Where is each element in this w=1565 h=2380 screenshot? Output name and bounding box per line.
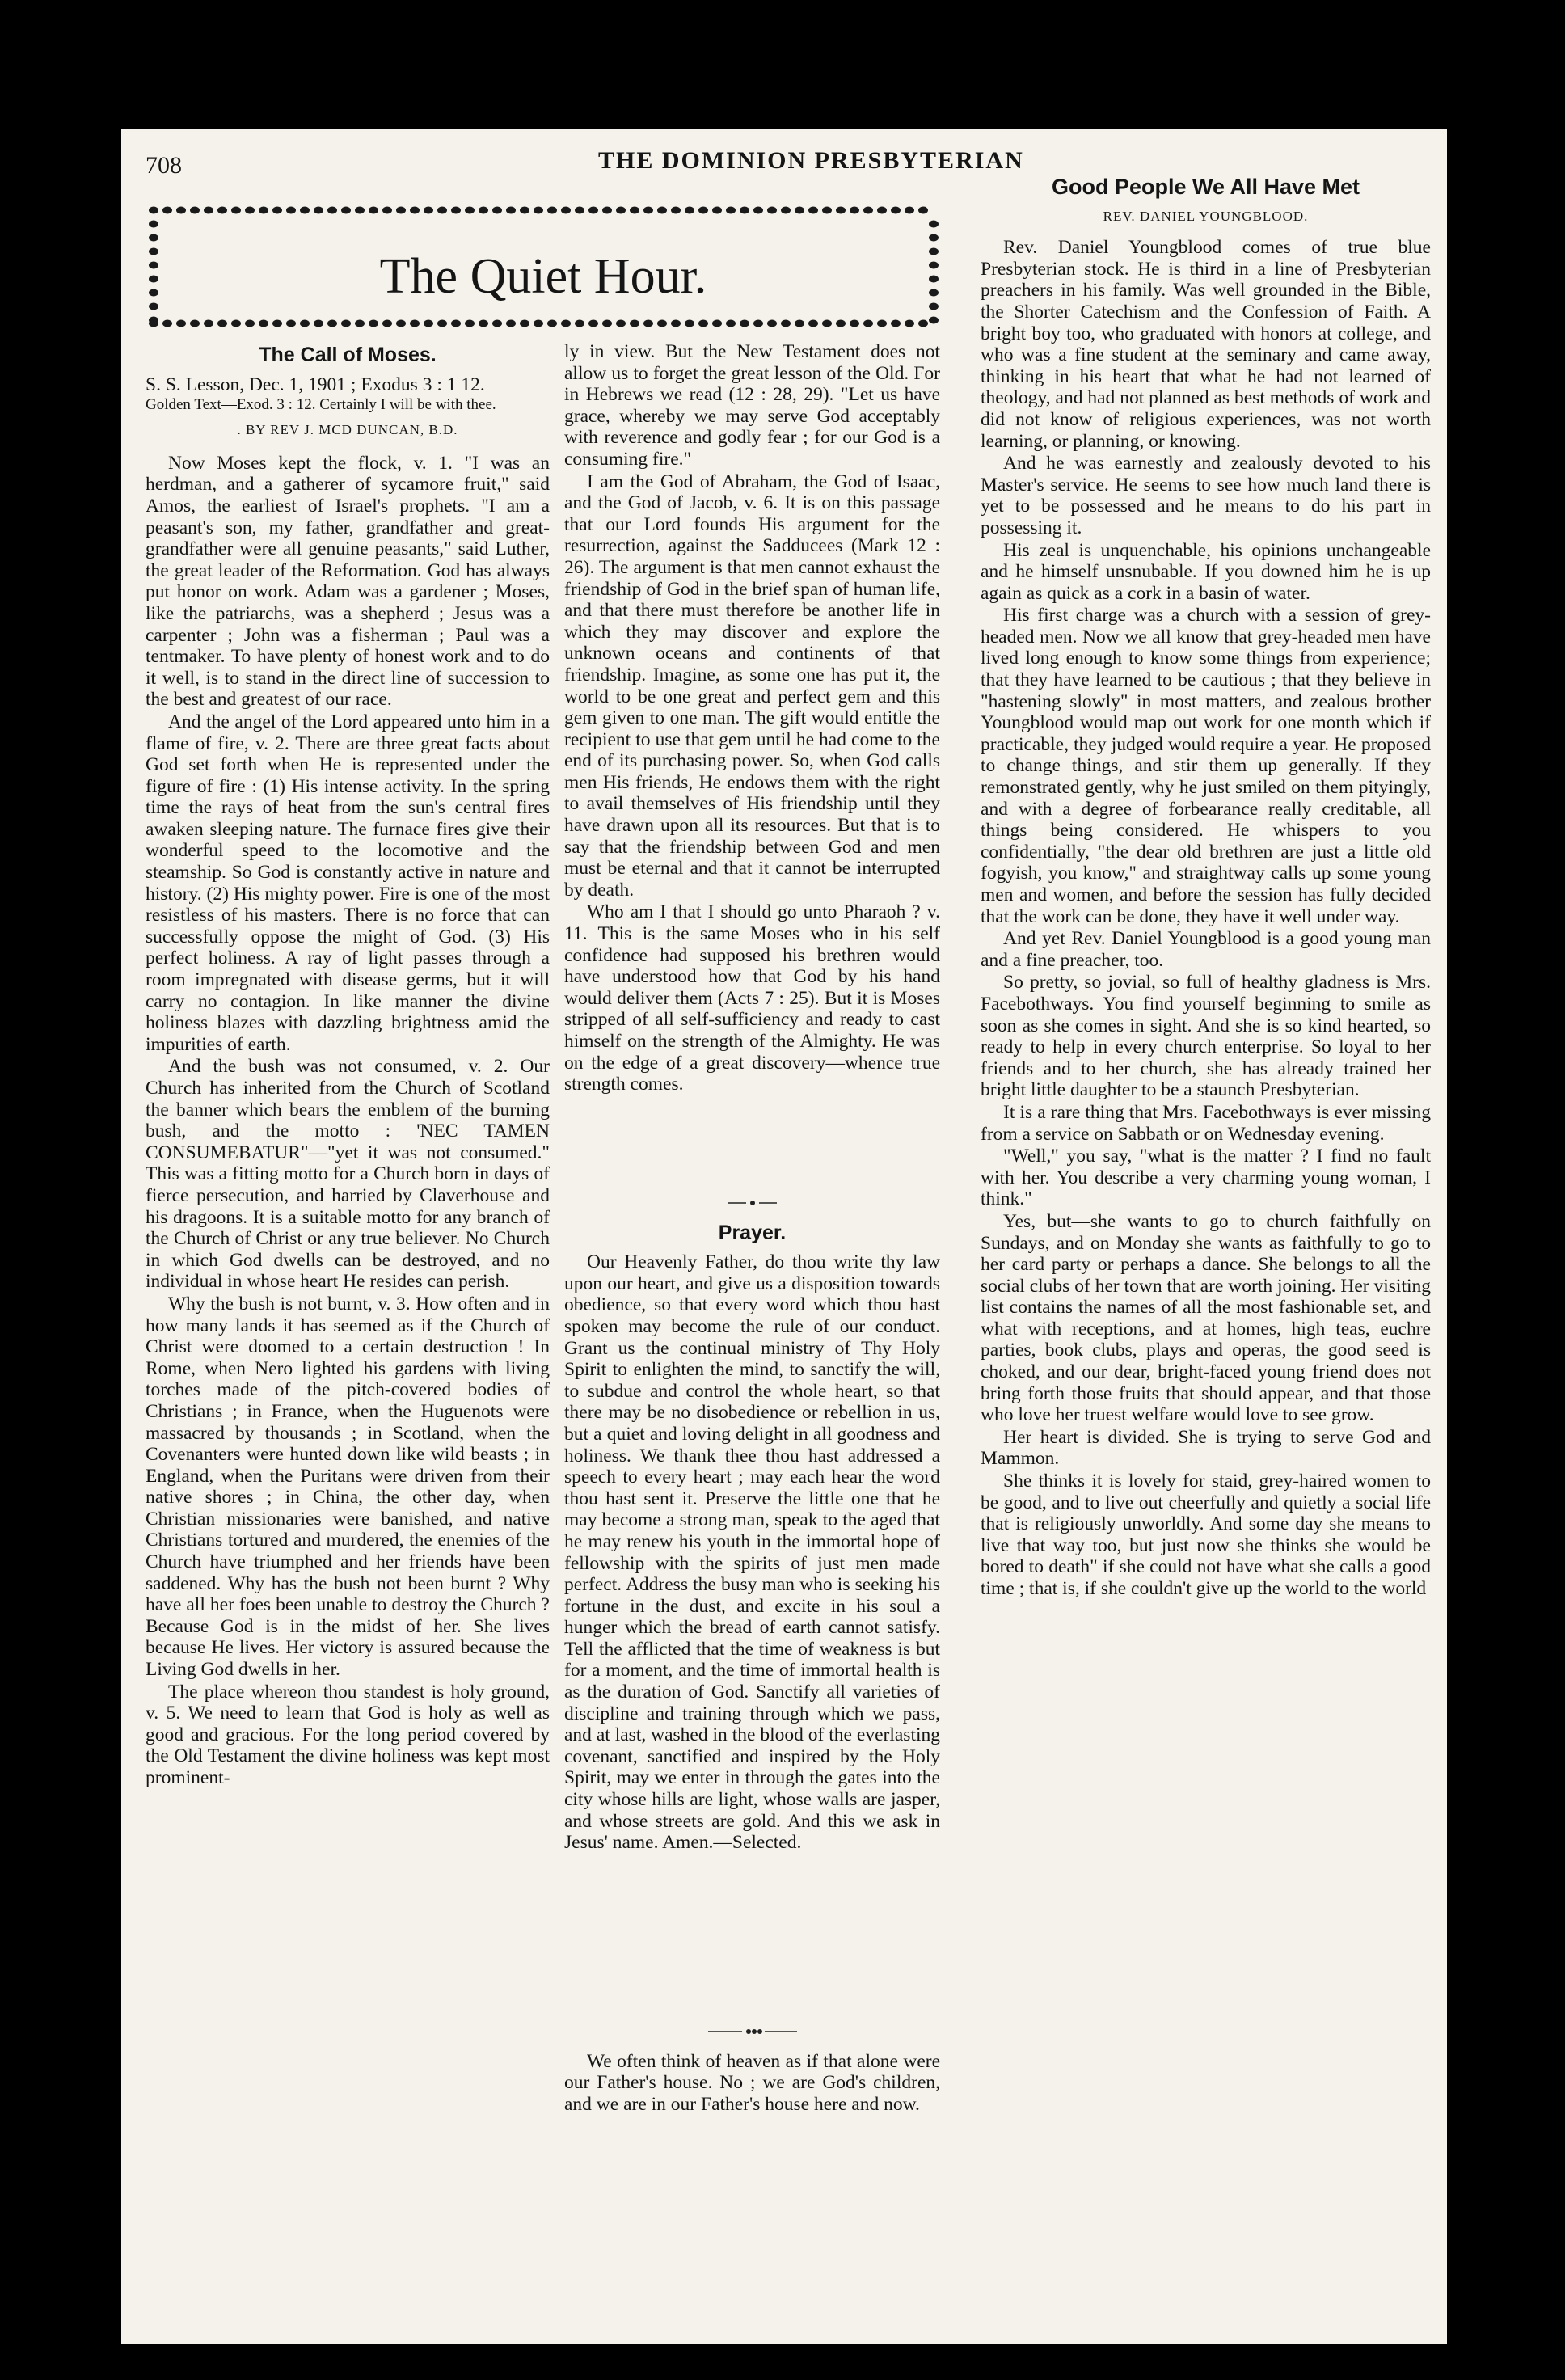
border-ornament-dot [929, 248, 939, 255]
border-ornament-dot [534, 207, 543, 214]
border-ornament-dot [506, 320, 516, 327]
column-middle [564, 341, 940, 1096]
border-ornament-dot [616, 207, 626, 214]
border-ornament-dot [630, 320, 639, 327]
border-ornament-dot [929, 276, 939, 283]
border-ornament-dot [410, 207, 420, 214]
border-ornament-dot [822, 207, 832, 214]
border-ornament-dot [767, 320, 777, 327]
border-ornament-dot [424, 207, 433, 214]
border-ornament-dot [602, 207, 612, 214]
border-ornament-dot [740, 207, 749, 214]
border-ornament-dot [520, 207, 529, 214]
border-ornament-dot [465, 320, 475, 327]
article-paragraph: Why the bush is not burnt, v. 3. How often and in how many lands it has seemed as if the Church of Christ were doomed to a certain destruction ! In Rome, when Nero lighted his gardens with living torches made of the pitch-covered bodies of Christians ; in France, when the Huguenots were massacred by thousands ; in Scotland, when the Covenanters were hunted down like wild beasts ; in England, when the Puritans were driven from their native shores ; in China, the other day, when Christian missionaries were banished, and native Christians tortured and murdered, the enemies of the Church have triumphed and her friends have been saddened. Why has the bush not been burnt ? Why have all her foes been unable to destroy the Church ? Because God is in the midst of her. She lives because He lives. Her victory is assured because the Living God dwells in her. [146, 1293, 550, 1681]
good-people-byline: REV. DANIEL YOUNGBLOOD. [1103, 208, 1309, 224]
border-ornament-dot [929, 234, 939, 242]
border-ornament-dot [712, 320, 722, 327]
article-paragraph: Yes, but—she wants to go to church faithfully on Sundays, and on Monday she wants as faithfully to go to her card party or perhaps a dance. She belongs to all the social clubs of her town that are worth joining. Her visiting list contains the names of all the most fashionable set, and what with receptions, and at homes, high teas, euchre parties, book clubs, plays and operas, the good seed is choked, and our dear, bright-faced young friend does not bring forth those fruits that should appear, and that those who love her truest welfare would love to see grow. [981, 1210, 1431, 1426]
border-ornament-dot [671, 207, 681, 214]
border-ornament-dot [259, 320, 268, 327]
border-ornament-dot [479, 207, 488, 214]
article-paragraph: Now Moses kept the flock, v. 1. "I was an herdman, and a gatherer of sycamore fruit," said Amos, the earliest of Israel's prophets. "I am a peasant's son, my father, grandfather and great-grandfather were all genuine peasants," said Luther, the great leader of the Reformation. God has always put honor on work. Adam was a gardener ; Moses, like the patriarchs, was a shepherd ; Jesus was a carpenter ; John was a fisherman ; Paul was a tentmaker. To have plenty of honest work and to do it well, is to stand in the direct line of succession to the best and greatest of our race. [146, 452, 550, 711]
border-ornament-dot [149, 317, 158, 324]
article-paragraph: And the bush was not consumed, v. 2. Our Church has inherited from the Church of Scotland the banner which bears the emblem of the burning bush, and the motto : 'NEC TAMEN CONSUMEBATUR"—"yet it was not consumed." This was a fitting motto for a Church born in days of fierce persecution, and harried by Claverhouse and his dragoons. It is a suitable motto for any branch of the Church of Christ or any true believer. No Church in which God dwells can be destroyed, and no individual in whose heart He resides can perish. [146, 1056, 550, 1293]
border-ornament-dot [369, 320, 378, 327]
border-ornament-dot [451, 207, 461, 214]
article-paragraph: She thinks it is lovely for staid, grey-haired women to be good, and to live out cheerfully and quietly a social life that is religiously unworldly. And some day she means to live that way too, but just now she thinks she would be bored to death" if she could not have what she calls a good time ; that is, if she couldn't give up the world to the world [981, 1471, 1431, 1599]
border-ornament-dot [836, 320, 846, 327]
border-ornament-dot [176, 320, 186, 327]
border-ornament-dot [437, 207, 447, 214]
border-ornament-dot [850, 207, 859, 214]
border-ornament-dot [863, 207, 873, 214]
heaven-note-text: We often think of heaven as if that alone were our Father's house. No ; we are God's children, and we are in our Father's house here and now. [564, 2050, 940, 2115]
border-ornament-dot [162, 320, 172, 327]
article-paragraph: Her heart is divided. She is trying to serve God and Mammon. [981, 1426, 1431, 1470]
article-paragraph: His first charge was a church with a session of grey-headed men. Now we all know that grey-headed men have lived long enough to know some things from experience; that they have learned to be cautious ; that they believe in "hastening slowly" in most matters, and zealous brother Youngblood would map out work for one month which if practicable, they judged would require a year. He proposed to change things, and stir them up generally. If they remonstrated gently, why he just smiled on them pityingly, and with a degree of forbearance really creditable, all things being considered. He whispers to you confidentially, "the dear old brethren are just a little old fogyish, you know," and straightway calls up some young men and women, and before the session has fully decided that the work can be done, they have it well under way. [981, 605, 1431, 927]
border-ornament-dot [534, 320, 543, 327]
border-ornament-dot [149, 276, 158, 283]
border-ornament-dot [479, 320, 488, 327]
border-ornament-dot [300, 320, 310, 327]
border-ornament-dot [176, 207, 186, 214]
border-ornament-dot [561, 207, 571, 214]
border-ornament-dot [657, 320, 667, 327]
border-ornament-dot [781, 320, 791, 327]
article-paragraph: I am the God of Abraham, the God of Isaac, and the God of Jacob, v. 6. It is on this passage that our Lord founds His argument for the resurrection, against the Sadducees (Mark 12 : 26). The argument is that men cannot exhaust the friendship of God in the brief span of human life, and that there must therefore be another life in which they may discover and explore the unknown oceans and continents of that friendship. Imagine, as some one has put it, the world to be one great and perfect gem and this gem given to one man. The gift would entitle the recipient to use that gem until he had come to the end of its purchasing power. So, when God calls men His friends, He endows them with the right to avail themselves of His friendship until they have drawn upon all its resources. But that is to say that the friendship between God and men must be eternal and that it cannot be interrupted by death. [564, 471, 940, 901]
border-ornament-dot [547, 320, 557, 327]
article-paragraph: So pretty, so jovial, so full of healthy gladness is Mrs. Facebothways. You find yourself beginning to smile as soon as she comes in sight. And she is so kind hearted, so ready to help in every church enterprise. So loyal to her friends and to her church, she has already trained her bright little daughter to be a staunch Presbyterian. [981, 972, 1431, 1101]
article-paragraph: And yet Rev. Daniel Youngblood is a good young man and a fine preacher, too. [981, 928, 1431, 971]
good-people-heading: Good People We All Have Met [1051, 175, 1360, 199]
prayer-section [564, 1183, 940, 1855]
border-ornament-dot [231, 320, 241, 327]
border-ornament-dot [396, 207, 406, 214]
border-ornament-dot [918, 320, 928, 327]
quiet-hour-title: The Quiet Hour. [379, 249, 707, 304]
border-ornament-dot [808, 207, 818, 214]
border-ornament-dot [149, 262, 158, 269]
border-ornament-dot [850, 320, 859, 327]
border-ornament-dot [575, 320, 584, 327]
article-paragraph: Who am I that I should go unto Pharaoh ? v. 11. This is the same Moses who in his self confidence had supposed his brethren would have understood how that God by his hand would deliver them (Acts 7 : 25). But it is Moses stripped of all self-sufficiency and ready to cast himself on the strength of the Almighty. He was on the edge of a great discovery—whence true strength comes. [564, 901, 940, 1095]
border-ornament-dot [753, 207, 763, 214]
golden-text: Golden Text—Exod. 3 : 12. Certainly I will be with thee. [146, 396, 496, 414]
border-ornament-dot [795, 320, 804, 327]
border-ornament-dot [149, 207, 158, 214]
section-divider [564, 1191, 940, 1213]
border-ornament-dot [877, 320, 887, 327]
article-paragraph: And he was earnestly and zealously devoted to his Master's service. He seems to see how much land there is yet to be possessed and he means to do his part in possessing it. [981, 453, 1431, 538]
border-ornament-dot [382, 320, 392, 327]
border-ornament-dot [929, 303, 939, 310]
lesson-reference: S. S. Lesson, Dec. 1, 1901 ; Exodus 3 : 1 12. [146, 373, 485, 395]
article-byline: . BY REV J. MCD DUNCAN, B.D. [237, 422, 458, 438]
border-ornament-dot [272, 207, 282, 214]
border-ornament-dot [685, 320, 694, 327]
prayer-heading: Prayer. [718, 1221, 787, 1244]
section-divider [564, 2019, 940, 2041]
border-ornament-dot [781, 207, 791, 214]
border-ornament-dot [162, 207, 172, 214]
border-ornament-dot [630, 207, 639, 214]
border-ornament-dot [588, 207, 598, 214]
border-ornament-dot [217, 320, 227, 327]
newspaper-page [121, 129, 1447, 2344]
border-ornament-dot [149, 248, 158, 255]
column-left [146, 341, 550, 1790]
border-ornament-dot [190, 207, 200, 214]
article-paragraph: His zeal is unquenchable, his opinions unchangeable and he himself unsnubable. If you downed him he is up again as quick as a cork in a basin of water. [981, 539, 1431, 604]
border-ornament-dot [740, 320, 749, 327]
border-ornament-dot [190, 320, 200, 327]
border-ornament-dot [341, 320, 351, 327]
border-ornament-dot [341, 207, 351, 214]
border-ornament-dot [877, 207, 887, 214]
divider-ornament [728, 1199, 777, 1207]
border-ornament-dot [547, 207, 557, 214]
border-ornament-dot [698, 207, 708, 214]
border-ornament-dot [286, 207, 296, 214]
border-ornament-dot [355, 207, 365, 214]
border-ornament-dot [929, 221, 939, 228]
article-paragraph: "Well," you say, "what is the matter ? I find no fault with her. You describe a very charming young woman, I think." [981, 1146, 1431, 1210]
heaven-note-section [564, 2011, 940, 2116]
border-ornament-dot [451, 320, 461, 327]
border-ornament-dot [327, 320, 337, 327]
border-ornament-dot [822, 320, 832, 327]
border-ornament-dot [369, 207, 378, 214]
border-ornament-dot [149, 221, 158, 228]
border-ornament-dot [726, 320, 736, 327]
border-ornament-dot [905, 207, 914, 214]
border-ornament-dot [410, 320, 420, 327]
border-ornament-dot [767, 207, 777, 214]
border-ornament-dot [204, 320, 213, 327]
border-ornament-dot [492, 320, 502, 327]
border-ornament-dot [355, 320, 365, 327]
border-ornament-dot [643, 207, 653, 214]
border-ornament-dot [929, 262, 939, 269]
border-ornament-dot [657, 207, 667, 214]
border-ornament-dot [424, 320, 433, 327]
border-ornament-dot [259, 207, 268, 214]
border-ornament-dot [149, 289, 158, 297]
border-ornament-dot [712, 207, 722, 214]
border-ornament-dot [437, 320, 447, 327]
border-ornament-dot [575, 207, 584, 214]
border-ornament-dot [929, 289, 939, 297]
border-ornament-dot [891, 320, 901, 327]
border-ornament-dot [300, 207, 310, 214]
border-ornament-dot [685, 207, 694, 214]
border-ornament-dot [465, 207, 475, 214]
column-right [981, 176, 1431, 1601]
page-number: 708 [146, 152, 182, 179]
border-ornament-dot [245, 320, 255, 327]
article-paragraph: Rev. Daniel Youngblood comes of true blue Presbyterian stock. He is third in a line of Presbyterian preachers in his family. Was well grounded in the Bible, the Shorter Catechism and the Confession of Faith. A bright boy too, who graduated with honors at college, and who was a fine student at the seminary and came away, thinking in his heart that what he had not learned of theology, and had not planned as best methods of work and did not know of religious experiences, was not worth learning, or planning, or knowing. [981, 237, 1431, 452]
border-ornament-dot [671, 320, 681, 327]
border-ornament-dot [929, 317, 939, 324]
border-ornament-dot [698, 320, 708, 327]
border-ornament-dot [643, 320, 653, 327]
border-ornament-dot [245, 207, 255, 214]
article-heading: The Call of Moses. [259, 344, 437, 366]
border-ornament-dot [588, 320, 598, 327]
border-ornament-dot [561, 320, 571, 327]
border-ornament-dot [396, 320, 406, 327]
border-ornament-dot [891, 207, 901, 214]
article-paragraph: It is a rare thing that Mrs. Facebothways is ever missing from a service on Sabbath or on Wednesday evening. [981, 1101, 1431, 1145]
border-ornament-dot [726, 207, 736, 214]
border-ornament-dot [149, 303, 158, 310]
border-ornament-dot [918, 207, 928, 214]
border-ornament-dot [149, 234, 158, 242]
border-ornament-dot [616, 320, 626, 327]
border-ornament-dot [836, 207, 846, 214]
border-ornament-dot [272, 320, 282, 327]
border-ornament-dot [753, 320, 763, 327]
border-ornament-dot [286, 320, 296, 327]
border-ornament-dot [863, 320, 873, 327]
prayer-text: Our Heavenly Father, do thou write thy law upon our heart, and give us a disposition towards obedience, so that every word which thou hast spoken may become the rule of our conduct. Grant us the continual ministry of Thy Holy Spirit to enlighten the mind, to sanctify the will, to subdue and control the whole heart, so that there may be no disobedience or rebellion in us, but a quiet and loving delight in all goodness and holiness. We thank thee thou hast addressed a speech to every heart ; may each hear the word thou hast sent it. Preserve the little one that he may become a strong man, speak to the aged that he may renew his youth in the immortal hope of fellowship with the spirits of just men made perfect. Address the busy man who is seeking his fortune in the dust, and excite in his soul a hunger which the bread of earth cannot satisfy. Tell the afflicted that the time of weakness is but for a moment, and the time of immortal health is as the duration of God. Sanctify all varieties of discipline and training through which we pass, and at last, washed in the blood of the everlasting covenant, sanctified and inspired by the Holy Spirit, may we enter in through the gates into the city whose hills are light, whose walls are jasper, and whose streets are gold. And this we ask in Jesus' name. Amen.—Selected. [564, 1251, 940, 1854]
border-ornament-dot [382, 207, 392, 214]
border-ornament-dot [314, 207, 323, 214]
publication-title: THE DOMINION PRESBYTERIAN [598, 147, 1024, 174]
border-ornament-dot [905, 320, 914, 327]
border-ornament-dot [520, 320, 529, 327]
border-ornament-dot [204, 207, 213, 214]
border-ornament-dot [506, 207, 516, 214]
border-ornament-dot [314, 320, 323, 327]
border-ornament-dot [795, 207, 804, 214]
article-paragraph-continued: ly in view. But the New Testament does not allow us to forget the great lesson of the Old. For in Hebrews we read (12 : 28, 29). "Let us have grace, whereby we may serve God acceptably with reverence and godly fear ; for our God is a consuming fire." [564, 341, 940, 470]
article-paragraph-start: The place whereon thou standest is holy ground, v. 5. We need to learn that God is holy as well as good and gracious. For the long period covered by the Old Testament the divine holiness was kept most prominent- [146, 1681, 550, 1788]
border-ornament-dot [217, 207, 227, 214]
border-ornament-dot [327, 207, 337, 214]
border-ornament-dot [602, 320, 612, 327]
article-paragraph: And the angel of the Lord appeared unto him in a flame of fire, v. 2. There are three great facts about God set forth when He is represented under the figure of fire : (1) His intense activity. In the spring time the rays of heat from the sun's central fires awaken sleeping nature. The furnace fires give their wonderful speed to the locomotive and the steamship. So God is constantly active in nature and history. (2) His mighty power. Fire is one of the most resistless of his masters. There is no force that can successfully oppose the might of God. (3) His perfect holiness. A ray of light passes through a room impregnated with disease germs, but it will carry no contagion. In like manner the divine holiness blazes with dazzling brightness amid the impurities of earth. [146, 711, 550, 1055]
quiet-hour-banner [146, 202, 942, 331]
border-ornament-dot [808, 320, 818, 327]
divider-ornament [708, 2028, 797, 2036]
border-ornament-dot [231, 207, 241, 214]
border-ornament-dot [492, 207, 502, 214]
